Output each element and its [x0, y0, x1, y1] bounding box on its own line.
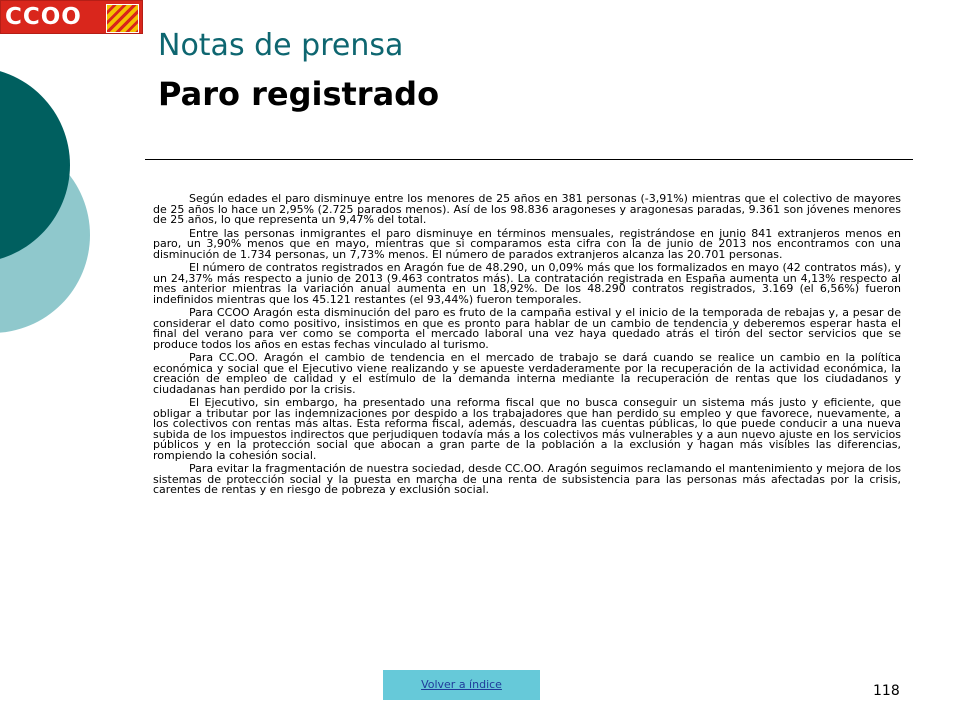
- page-subtitle: Paro registrado: [158, 75, 440, 113]
- page-number: 118: [873, 683, 900, 699]
- paragraph: Según edades el paro disminuye entre los menores de 25 años en 381 personas (-3,91%) mientras que el colectivo de mayores de 25 años lo hace un 2,95% (2.725 parados menos). Así de los 98.836 aragoneses y aragonesas paradas, 9.361 son jóvenes menores de 25 años, lo que representa un 9,47% del total.: [153, 192, 901, 226]
- logo-text: CCOO: [5, 4, 82, 30]
- paragraph: El número de contratos registrados en Aragón fue de 48.290, un 0,09% más que los formalizados en mayo (42 contratos más), y un 24,37% más respecto a junio de 2013 (9.463 contratos más). La contratación registrada en España aumenta un 4,13% respecto al mes anterior mientras la variación anual aumenta en un 18,92%. De los 48.290 contratos registrados, 3.169 (el 6,56%) fueron indefinidos mientras que los 45.121 restantes (el 93,44%) fueron temporales.: [153, 261, 901, 306]
- page-title: Notas de prensa: [158, 28, 404, 63]
- article-body: [153, 194, 901, 499]
- aragon-flag-icon: [106, 4, 139, 33]
- header-divider: [145, 159, 913, 160]
- back-to-index-link[interactable]: Volver a índice: [383, 670, 540, 700]
- ccoo-logo: [0, 0, 143, 34]
- paragraph: El Ejecutivo, sin embargo, ha presentado una reforma fiscal que no busca conseguir un sistema más justo y eficiente, que obligar a tributar por las indemnizaciones por despido a los trabajadores que han perdido su empleo y que favorece, nuevamente, a los colectivos con rentas más altas. Esta reforma fiscal, además, descuadra las cuentas públicas, lo que puede conducir a una nueva subida de los impuestos indirectos que perjudiquen todavía más a los colectivos más vulnerables y a aun nuevo ajuste en los servicios públicos y en la protección social que abocan a gran parte de la población a la exclusión y hagan más visibles las diferencias, rompiendo la cohesión social.: [153, 396, 901, 462]
- paragraph: Para CC.OO. Aragón el cambio de tendencia en el mercado de trabajo se dará cuando se realice un cambio en la política económica y social que el Ejecutivo viene realizando y se apueste verdaderamente por la recuperación de la actividad económica, la creación de empleo de calidad y el estímulo de la demanda interna mediante la recuperación de rentas que los ciudadanos y ciudadanas han perdido por la crisis.: [153, 351, 901, 396]
- decorative-circles: [0, 0, 120, 400]
- paragraph: Para evitar la fragmentación de nuestra sociedad, desde CC.OO. Aragón seguimos reclamando el mantenimiento y mejora de los sistemas de protección social y la puesta en marcha de una renta de subsistencia para las personas más afectadas por la crisis, carentes de rentas y en riesgo de pobreza y exclusión social.: [153, 462, 901, 496]
- paragraph: Entre las personas inmigrantes el paro disminuye en términos mensuales, registrándose en junio 841 extranjeros menos en paro, un 3,90% menos que en mayo, mientras que si comparamos esta cifra con la de junio de 2013 nos encontramos con una disminución de 1.734 personas, un 7,73% menos. El número de parados extranjeros alcanza las 20.701 personas.: [153, 226, 901, 261]
- paragraph: Para CCOO Aragón esta disminución del paro es fruto de la campaña estival y el inicio de la temporada de rebajas y, a pesar de considerar el dato como positivo, insistimos en que es pronto para hablar de un cambio de tendencia y deberemos esperar hasta el final del verano para ver como se comporta el mercado laboral una vez haya quedado atrás el tirón del sector servicios que se produce todos los años en estas fechas vinculado al turismo.: [153, 306, 901, 351]
